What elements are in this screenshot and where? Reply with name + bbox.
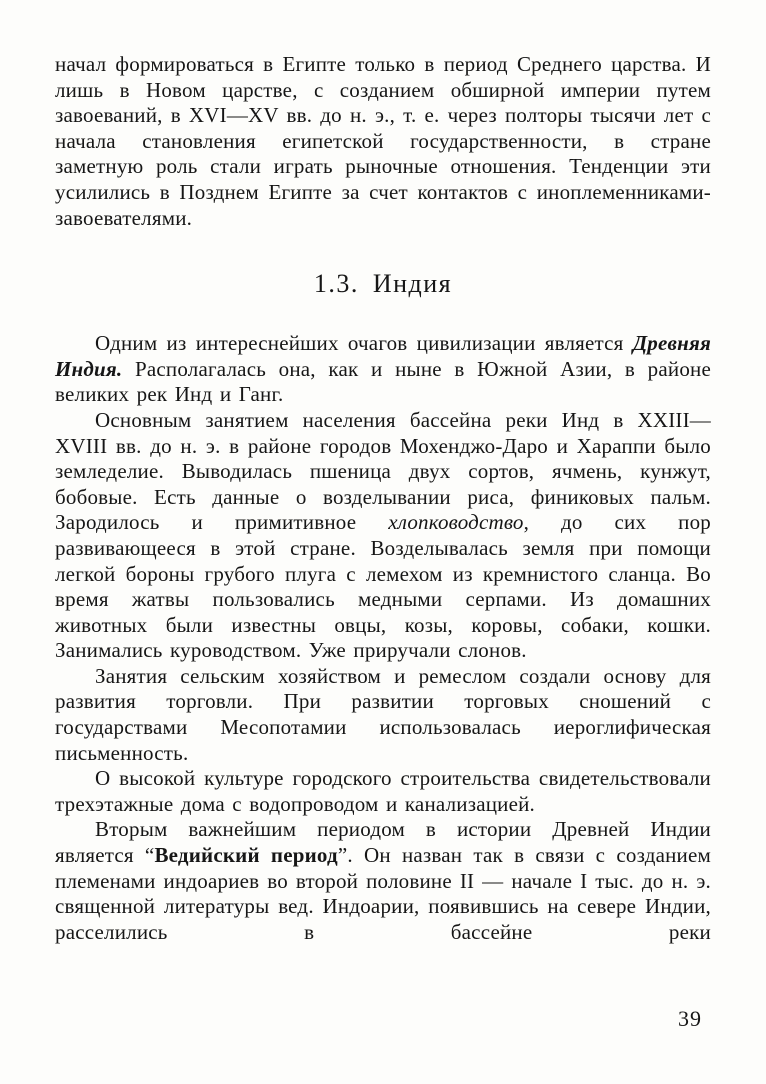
paragraph-text: О высокой культуре городского строительства свидетельствовали трехэтажные дома с водопроводом и канализацией. — [55, 766, 711, 816]
paragraph-text: Одним из интереснейших очагов цивилизации является — [95, 331, 633, 356]
paragraph-text: ”. Он назван так в связи с созданием племенами индоариев во второй половине II — начале I тыс. до н. э. священной литературы вед. Индоарии, появившись на севере Индии, расселились в бассейне реки — [55, 843, 711, 944]
paragraph-text: Вторым важнейшим периодом в истории Древней Индии является “ — [55, 817, 711, 868]
emphasis-vedic-period: Ведийский период — [154, 843, 338, 868]
paragraph-text: Занятия сельским хозяйством и ремеслом создали основу для развития торговли. При развитии торговых сношений с государствами Месопотамии использовалась иероглифическая письменность. — [55, 663, 711, 765]
page-number: 39 — [678, 1006, 702, 1031]
paragraph-trade-writing — [55, 664, 711, 766]
paragraph-indus-agriculture — [55, 408, 711, 664]
paragraph-city-building — [55, 766, 711, 817]
text-block — [55, 52, 711, 945]
paragraph-india-intro — [55, 331, 711, 408]
emphasis-cotton-growing: хлопководство — [388, 510, 524, 535]
emphasis-ancient-india: Древняя Индия. — [55, 331, 711, 381]
paragraph-text: , до сих пор развивающееся в этой стране. Возделывалась земля при помощи легкой бороны грубого плуга с лемехом из кремнистого сланца. Во время жатвы пользовались медными серпами. Из домашних животных были известны овцы, козы, коровы, собаки, кошки. Занимались куроводством. Уже приручали слонов. — [55, 510, 711, 663]
paragraph-egypt-continuation — [55, 52, 711, 231]
paragraph-vedic-period — [55, 817, 711, 945]
paragraph-text: начал формироваться в Египте только в период Среднего царства. И лишь в Новом царстве, с созданием обширной империи путем завоеваний, в XVI—XV вв. до н. э., т. е. через полторы тысячи лет с начала становления египетской государственности, в стране заметную роль стали играть рыночные отношения. Тенденции эти усилились в Позднем Египте за счет контактов с иноплеменниками-завоевателями. — [55, 52, 711, 230]
paragraph-text: Основным занятием населения бассейна реки Инд в XXIII—XVIII вв. до н. э. в районе городов Мохенджо-Даро и Хараппи было земледелие. Выводилась пшеница двух сортов, ячмень, кунжут, бобовые. Есть данные о возделывании риса, финиковых пальм. Зародилось и примитивное — [55, 407, 711, 535]
section-heading: 1.3. Индия — [313, 269, 453, 299]
paragraph-text: Располагалась она, как и ныне в Южной Азии, в районе великих рек Инд и Ганг. — [55, 356, 711, 407]
